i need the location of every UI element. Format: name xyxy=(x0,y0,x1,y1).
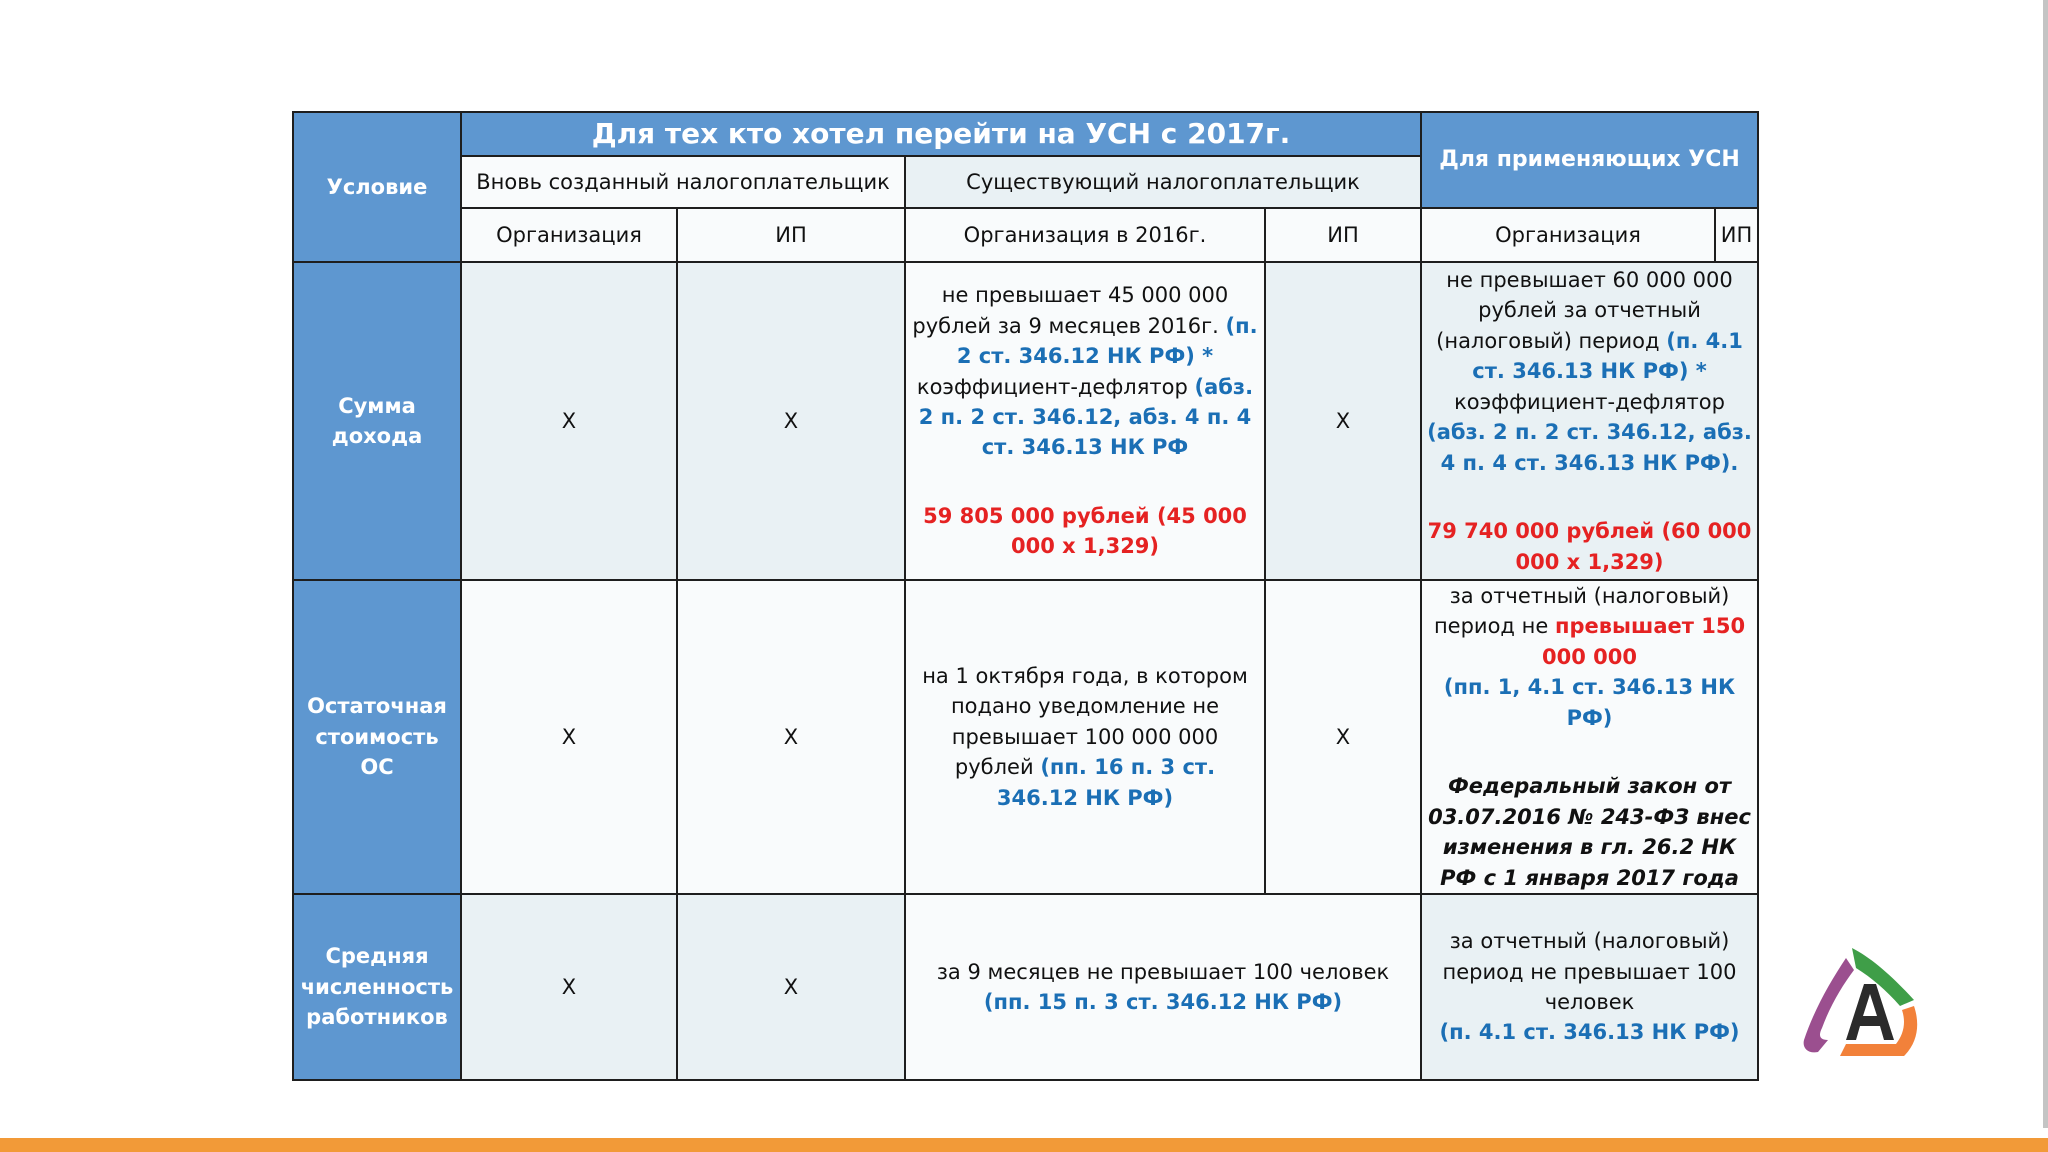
header-ip-existing: ИП xyxy=(1265,208,1421,262)
assets-usn-law: Федеральный закон от 03.07.2016 № 243-ФЗ внес изменения в гл. 26.2 НК РФ с 1 января 2017 года xyxy=(1428,774,1751,890)
header-org-2016: Организация в 2016г. xyxy=(905,208,1265,262)
company-logo-triangle-icon xyxy=(1800,944,1930,1062)
income-usn-ref1: (п. 4.1 ст. 346.13 НК РФ) * xyxy=(1472,328,1743,384)
assets-usn-ref1: (пп. 1, 4.1 ст. 346.13 НК РФ) xyxy=(1443,675,1736,730)
income-existing-text: не превышает 45 000 000 рублей за 9 месяцев 2016г. xyxy=(912,283,1229,338)
header-condition: Условие xyxy=(293,112,461,262)
employees-usn-ref1: (п. 4.1 ст. 346.13 НК РФ) xyxy=(1439,1020,1740,1045)
income-usn-deflator: коэффициент-дефлятор xyxy=(1454,389,1725,414)
income-usn-text: не превышает 60 000 000 рублей за отчетный (налоговый) период xyxy=(1436,268,1733,353)
employees-new-ip-cell: Х xyxy=(677,894,905,1080)
header-group-title: Для тех кто хотел перейти на УСН с 2017г. xyxy=(461,112,1421,156)
employees-existing-cell xyxy=(905,894,1421,1080)
employees-existing-ref1: (пп. 15 п. 3 ст. 346.12 НК РФ) xyxy=(983,989,1343,1014)
income-existing-ref2: (абз. 2 п. 2 ст. 346.12, абз. 4 п. 4 ст. 346.13 НК РФ xyxy=(918,374,1254,460)
assets-usn-limit: превышает 150 000 000 xyxy=(1542,614,1746,669)
assets-new-ip-cell: Х xyxy=(677,580,905,894)
header-new-taxpayer: Вновь созданный налогоплательщик xyxy=(461,156,905,208)
income-new-ip-cell: Х xyxy=(677,262,905,580)
header-ip-usn: ИП xyxy=(1715,208,1758,262)
right-edge-divider xyxy=(2043,0,2048,1128)
income-usn-result: 79 740 000 рублей (60 000 000 х 1,329) xyxy=(1427,519,1752,574)
header-org-new: Организация xyxy=(461,208,677,262)
row-assets-label: Остаточная стоимость ОС xyxy=(293,580,461,894)
employees-usn-cell xyxy=(1421,894,1758,1080)
employees-usn-text: за отчетный (налоговый) период не превышает 100 человек xyxy=(1442,929,1737,1014)
header-ip-new: ИП xyxy=(677,208,905,262)
income-usn-cell xyxy=(1421,262,1758,580)
income-existing-deflator: коэффициент-дефлятор xyxy=(916,374,1188,399)
assets-new-org-cell: Х xyxy=(461,580,677,894)
assets-existing-org-cell xyxy=(905,580,1265,894)
header-org-usn: Организация xyxy=(1421,208,1715,262)
assets-usn-cell xyxy=(1421,580,1758,894)
income-usn-ref2: (абз. 2 п. 2 ст. 346.12, абз. 4 п. 4 ст. 346.13 НК РФ). xyxy=(1427,420,1752,475)
usn-conditions-table xyxy=(292,111,1759,1081)
income-existing-ip-cell: Х xyxy=(1265,262,1421,580)
income-new-org-cell: Х xyxy=(461,262,677,580)
assets-usn-text: за отчетный (налоговый) период не xyxy=(1433,584,1730,639)
row-income-label: Сумма дохода xyxy=(293,262,461,580)
employees-existing-text: за 9 месяцев не превышает 100 человек xyxy=(936,959,1390,984)
header-usn-title: Для применяющих УСН xyxy=(1421,112,1758,208)
income-existing-org-cell xyxy=(905,262,1265,580)
bottom-accent-bar xyxy=(0,1138,2048,1152)
assets-existing-ref1: (пп. 16 п. 3 ст. 346.12 НК РФ) xyxy=(996,755,1216,810)
assets-existing-text: на 1 октября года, в котором подано уведомление не превышает 100 000 000 рублей xyxy=(922,663,1248,780)
income-existing-result: 59 805 000 рублей (45 000 000 х 1,329) xyxy=(923,503,1247,559)
row-employees-label: Средняя численность работников xyxy=(293,894,461,1080)
employees-new-org-cell: Х xyxy=(461,894,677,1080)
header-existing-taxpayer: Существующий налогоплательщик xyxy=(905,156,1421,208)
assets-existing-ip-cell: Х xyxy=(1265,580,1421,894)
income-existing-ref1: (п. 2 ст. 346.12 НК РФ) * xyxy=(956,313,1258,369)
